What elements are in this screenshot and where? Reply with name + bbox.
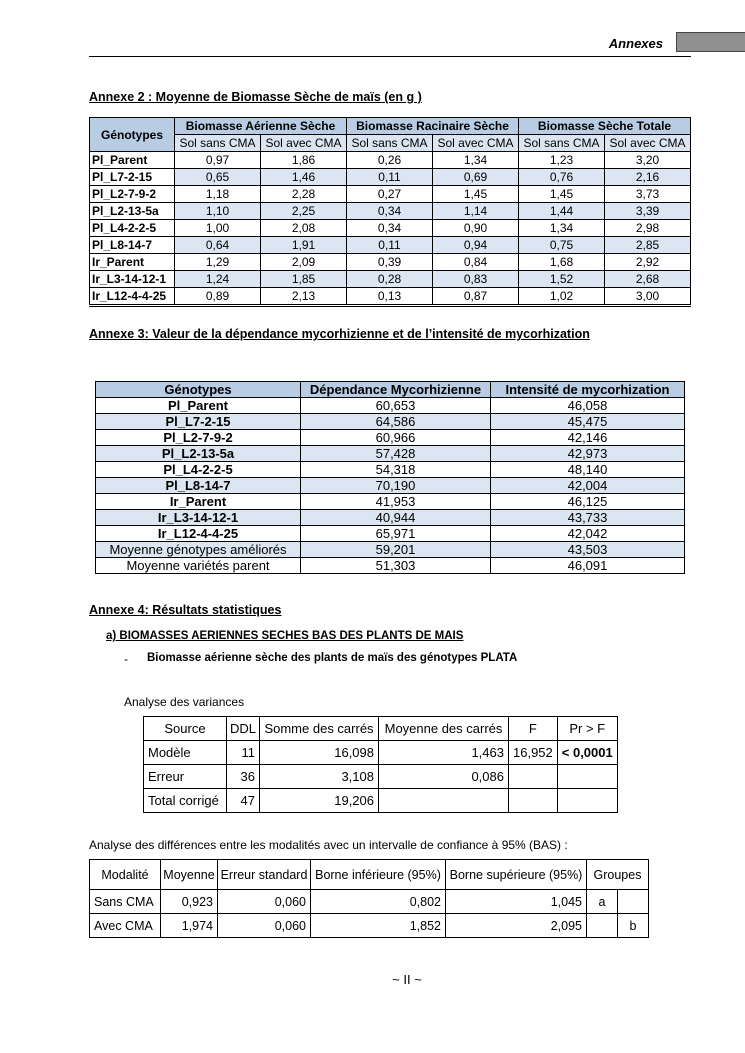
col-ddl: DDL	[227, 717, 260, 741]
group-cell: a	[587, 890, 618, 914]
col-intensite: Intensité de mycorhization	[491, 382, 685, 398]
col-borne-inf: Borne inférieure (95%)	[311, 860, 446, 890]
source-cell: Modèle	[144, 741, 227, 765]
mean-label-cell: Moyenne génotypes améliorés	[96, 542, 301, 558]
dependance-cell: 40,944	[301, 510, 491, 526]
p-cell	[557, 765, 617, 789]
f-cell: 16,952	[509, 741, 558, 765]
value-cell: 0,94	[433, 237, 519, 254]
genotype-cell: Pl_L4-2-2-5	[96, 462, 301, 478]
value-cell: 0,64	[175, 237, 261, 254]
dependance-cell: 51,303	[301, 558, 491, 574]
col-groupes: Groupes	[587, 860, 649, 890]
source-cell: Total corrigé	[144, 789, 227, 813]
col-moyenne: Moyenne	[161, 860, 218, 890]
section-a-title: a) BIOMASSES AERIENNES SECHES BAS DES PLANTS DE MAIS	[106, 630, 464, 642]
table-row	[96, 478, 685, 494]
value-cell: 1,45	[519, 186, 605, 203]
diff-table	[89, 859, 649, 938]
mean-label-cell: Moyenne variétés parent	[96, 558, 301, 574]
value-cell: 3,20	[605, 152, 691, 169]
subcol: Sol avec CMA	[261, 135, 347, 152]
bullet-text: Biomasse aérienne sèche des plants de maïs des génotypes PLATA	[147, 652, 518, 664]
value-cell: 2,08	[261, 220, 347, 237]
annexe2-title: Annexe 2 : Moyenne de Biomasse Sèche de maïs (en g )	[89, 90, 422, 104]
genotype-cell: Pl_L2-7-9-2	[90, 186, 175, 203]
table-row	[96, 462, 685, 478]
col-mc: Moyenne des carrés	[379, 717, 509, 741]
source-cell: Erreur	[144, 765, 227, 789]
value-cell: 0,13	[347, 288, 433, 306]
col-dependance: Dépendance Mycorhizienne	[301, 382, 491, 398]
table-row	[90, 220, 691, 237]
value-cell: 1,52	[519, 271, 605, 288]
value-cell: 0,87	[433, 288, 519, 306]
value-cell: 0,34	[347, 220, 433, 237]
moyenne-cell: 0,923	[161, 890, 218, 914]
subcol: Sol avec CMA	[605, 135, 691, 152]
group-aerienne: Biomasse Aérienne Sèche	[175, 118, 347, 135]
diff-row	[90, 890, 649, 914]
genotype-cell: Pl_Parent	[96, 398, 301, 414]
genotype-cell: Ir_L12-4-4-25	[96, 526, 301, 542]
value-cell: 0,39	[347, 254, 433, 271]
value-cell: 1,85	[261, 271, 347, 288]
dependance-cell: 64,586	[301, 414, 491, 430]
value-cell: 0,69	[433, 169, 519, 186]
value-cell: 1,68	[519, 254, 605, 271]
value-cell: 0,90	[433, 220, 519, 237]
f-cell	[509, 789, 558, 813]
value-cell: 0,84	[433, 254, 519, 271]
biomass-table	[89, 117, 691, 307]
genotype-cell: Pl_L7-2-15	[90, 169, 175, 186]
value-cell: 2,98	[605, 220, 691, 237]
value-cell: 1,00	[175, 220, 261, 237]
dependance-cell: 60,966	[301, 430, 491, 446]
ddl-cell: 36	[227, 765, 260, 789]
genotype-cell: Pl_L2-7-9-2	[96, 430, 301, 446]
anova-label: Analyse des variances	[124, 695, 245, 709]
intensite-cell: 48,140	[491, 462, 685, 478]
value-cell: 1,23	[519, 152, 605, 169]
moyenne-cell: 1,974	[161, 914, 218, 938]
value-cell: 1,34	[519, 220, 605, 237]
bullet-dash: -	[124, 652, 128, 666]
annexe4-title: Annexe 4: Résultats statistiques	[89, 603, 282, 617]
dependance-cell: 65,971	[301, 526, 491, 542]
value-cell: 2,25	[261, 203, 347, 220]
value-cell: 3,00	[605, 288, 691, 306]
anova-row	[144, 765, 618, 789]
p-cell: < 0,0001	[557, 741, 617, 765]
value-cell: 1,18	[175, 186, 261, 203]
table-row	[96, 430, 685, 446]
value-cell: 0,11	[347, 237, 433, 254]
f-cell	[509, 765, 558, 789]
subcol: Sol avec CMA	[433, 135, 519, 152]
table-row	[96, 494, 685, 510]
subcol: Sol sans CMA	[347, 135, 433, 152]
col-genotypes: Génotypes	[96, 382, 301, 398]
mc-cell: 0,086	[379, 765, 509, 789]
value-cell: 1,46	[261, 169, 347, 186]
anova-row	[144, 789, 618, 813]
annexe3-title: Annexe 3: Valeur de la dépendance mycorhizienne et de l’intensité de mycorhization	[89, 327, 590, 341]
dependance-cell: 54,318	[301, 462, 491, 478]
table-row	[96, 526, 685, 542]
header-gray-box	[676, 32, 745, 52]
genotype-cell: Ir_L3-14-12-1	[96, 510, 301, 526]
modalite-cell: Sans CMA	[90, 890, 161, 914]
mc-cell: 1,463	[379, 741, 509, 765]
value-cell: 2,28	[261, 186, 347, 203]
col-p: Pr > F	[557, 717, 617, 741]
genotype-cell: Pl_L8-14-7	[90, 237, 175, 254]
value-cell: 1,86	[261, 152, 347, 169]
dependance-cell: 60,653	[301, 398, 491, 414]
table-row	[90, 237, 691, 254]
value-cell: 0,65	[175, 169, 261, 186]
mycorhization-table	[95, 381, 685, 574]
mean-row	[96, 542, 685, 558]
value-cell: 1,14	[433, 203, 519, 220]
group-cell	[618, 890, 649, 914]
modalite-cell: Avec CMA	[90, 914, 161, 938]
dependance-cell: 41,953	[301, 494, 491, 510]
value-cell: 1,34	[433, 152, 519, 169]
dependance-cell: 70,190	[301, 478, 491, 494]
col-f: F	[509, 717, 558, 741]
value-cell: 0,26	[347, 152, 433, 169]
value-cell: 2,09	[261, 254, 347, 271]
mc-cell	[379, 789, 509, 813]
value-cell: 0,76	[519, 169, 605, 186]
col-borne-sup: Borne supérieure (95%)	[446, 860, 587, 890]
page-number: ~ II ~	[392, 972, 422, 987]
genotype-cell: Pl_L2-13-5a	[90, 203, 175, 220]
intensite-cell: 43,733	[491, 510, 685, 526]
intensite-cell: 43,503	[491, 542, 685, 558]
ddl-cell: 47	[227, 789, 260, 813]
value-cell: 1,24	[175, 271, 261, 288]
genotype-cell: Pl_L2-13-5a	[96, 446, 301, 462]
col-sc: Somme des carrés	[260, 717, 379, 741]
table-row	[90, 288, 691, 306]
group-totale: Biomasse Sèche Totale	[519, 118, 691, 135]
table-row	[96, 398, 685, 414]
subcol: Sol sans CMA	[175, 135, 261, 152]
intensite-cell: 42,146	[491, 430, 685, 446]
intensite-cell: 42,004	[491, 478, 685, 494]
value-cell: 1,29	[175, 254, 261, 271]
value-cell: 2,68	[605, 271, 691, 288]
table-row	[90, 186, 691, 203]
table-row	[90, 203, 691, 220]
genotype-cell: Ir_L12-4-4-25	[90, 288, 175, 306]
genotype-cell: Pl_Parent	[90, 152, 175, 169]
value-cell: 0,34	[347, 203, 433, 220]
col-modalite: Modalité	[90, 860, 161, 890]
table-row	[96, 446, 685, 462]
header-rule	[89, 56, 691, 57]
group-cell: b	[618, 914, 649, 938]
col-genotypes: Génotypes	[90, 118, 175, 152]
ddl-cell: 11	[227, 741, 260, 765]
anova-row	[144, 741, 618, 765]
value-cell: 1,02	[519, 288, 605, 306]
erreur-cell: 0,060	[218, 914, 311, 938]
col-source: Source	[144, 717, 227, 741]
table-row	[90, 152, 691, 169]
genotype-cell: Ir_Parent	[90, 254, 175, 271]
borne-inf-cell: 1,852	[311, 914, 446, 938]
diff-row	[90, 914, 649, 938]
intensite-cell: 45,475	[491, 414, 685, 430]
genotype-cell: Pl_L4-2-2-5	[90, 220, 175, 237]
dependance-cell: 57,428	[301, 446, 491, 462]
genotype-cell: Ir_Parent	[96, 494, 301, 510]
intensite-cell: 46,091	[491, 558, 685, 574]
borne-inf-cell: 0,802	[311, 890, 446, 914]
mean-row	[96, 558, 685, 574]
genotype-cell: Ir_L3-14-12-1	[90, 271, 175, 288]
header-title: Annexes	[608, 36, 663, 51]
value-cell: 2,13	[261, 288, 347, 306]
value-cell: 2,16	[605, 169, 691, 186]
genotype-cell: Pl_L8-14-7	[96, 478, 301, 494]
borne-sup-cell: 1,045	[446, 890, 587, 914]
value-cell: 3,73	[605, 186, 691, 203]
diff-label: Analyse des différences entre les modalités avec un intervalle de confiance à 95% (BAS) :	[89, 838, 568, 852]
value-cell: 2,92	[605, 254, 691, 271]
table-row	[96, 414, 685, 430]
table-row	[90, 169, 691, 186]
intensite-cell: 42,042	[491, 526, 685, 542]
intensite-cell: 46,125	[491, 494, 685, 510]
group-racinaire: Biomasse Racinaire Sèche	[347, 118, 519, 135]
table-row	[90, 271, 691, 288]
anova-table	[143, 716, 618, 813]
value-cell: 1,10	[175, 203, 261, 220]
value-cell: 0,75	[519, 237, 605, 254]
sc-cell: 19,206	[260, 789, 379, 813]
subcol: Sol sans CMA	[519, 135, 605, 152]
sc-cell: 3,108	[260, 765, 379, 789]
p-cell	[557, 789, 617, 813]
value-cell: 1,91	[261, 237, 347, 254]
value-cell: 1,45	[433, 186, 519, 203]
borne-sup-cell: 2,095	[446, 914, 587, 938]
value-cell: 1,44	[519, 203, 605, 220]
value-cell: 0,89	[175, 288, 261, 306]
genotype-cell: Pl_L7-2-15	[96, 414, 301, 430]
intensite-cell: 42,973	[491, 446, 685, 462]
value-cell: 0,28	[347, 271, 433, 288]
value-cell: 2,85	[605, 237, 691, 254]
value-cell: 3,39	[605, 203, 691, 220]
value-cell: 0,83	[433, 271, 519, 288]
value-cell: 0,97	[175, 152, 261, 169]
table-row	[90, 254, 691, 271]
dependance-cell: 59,201	[301, 542, 491, 558]
sc-cell: 16,098	[260, 741, 379, 765]
erreur-cell: 0,060	[218, 890, 311, 914]
table-row	[96, 510, 685, 526]
value-cell: 0,27	[347, 186, 433, 203]
intensite-cell: 46,058	[491, 398, 685, 414]
value-cell: 0,11	[347, 169, 433, 186]
col-erreur: Erreur standard	[218, 860, 311, 890]
group-cell	[587, 914, 618, 938]
